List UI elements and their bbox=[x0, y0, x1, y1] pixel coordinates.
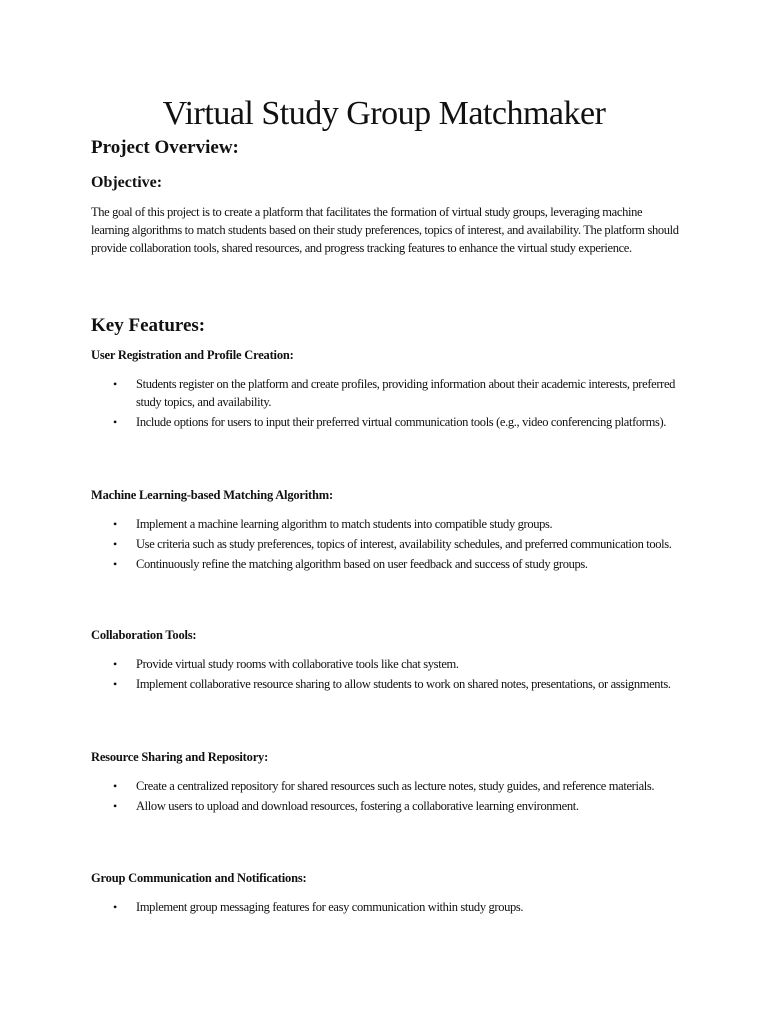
list-item bbox=[91, 777, 681, 795]
list-item-text: Allow users to upload and download resources, fostering a collaborative learning environment. bbox=[136, 799, 579, 813]
bullet-icon: • bbox=[113, 900, 117, 914]
list-item-text: Use criteria such as study preferences, topics of interest, availability schedules, and preferred communication tools. bbox=[136, 537, 672, 551]
list-item-text: Implement group messaging features for easy communication within study groups. bbox=[136, 900, 524, 914]
section-heading-user-registration: User Registration and Profile Creation: bbox=[91, 348, 294, 362]
list-item bbox=[91, 535, 681, 553]
list-item bbox=[91, 898, 681, 916]
section-list-collaboration-tools bbox=[91, 655, 681, 695]
section-list-resource-sharing bbox=[91, 777, 681, 817]
section-heading-collaboration-tools: Collaboration Tools: bbox=[91, 628, 197, 642]
objective-heading: Objective: bbox=[91, 174, 163, 191]
list-item-text: Provide virtual study rooms with collaborative tools like chat system. bbox=[136, 657, 459, 671]
list-item bbox=[91, 655, 681, 673]
list-item-text: Create a centralized repository for shared resources such as lecture notes, study guides, and reference materials. bbox=[136, 779, 655, 793]
key-features-heading: Key Features: bbox=[91, 315, 206, 336]
bullet-icon: • bbox=[113, 657, 117, 671]
bullet-icon: • bbox=[113, 377, 117, 391]
section-list-matching-algorithm bbox=[91, 515, 681, 575]
bullet-icon: • bbox=[113, 415, 117, 429]
list-item-text: Continuously refine the matching algorithm based on user feedback and success of study groups. bbox=[136, 557, 588, 571]
list-item bbox=[91, 555, 681, 573]
list-item-text: Students register on the platform and create profiles, providing information about their academic interests, preferred study topics, and availability. bbox=[136, 377, 676, 409]
list-item-text: Implement a machine learning algorithm to match students into compatible study groups. bbox=[136, 517, 553, 531]
list-item bbox=[91, 375, 681, 411]
list-item bbox=[91, 797, 681, 815]
list-item-text: Implement collaborative resource sharing to allow students to work on shared notes, presentations, or assignments. bbox=[136, 677, 671, 691]
bullet-icon: • bbox=[113, 779, 117, 793]
section-heading-group-communication: Group Communication and Notifications: bbox=[91, 871, 307, 885]
section-list-group-communication bbox=[91, 898, 681, 918]
project-overview-heading: Project Overview: bbox=[91, 137, 239, 158]
list-item bbox=[91, 675, 681, 693]
section-heading-resource-sharing: Resource Sharing and Repository: bbox=[91, 750, 269, 764]
list-item-text: Include options for users to input their preferred virtual communication tools (e.g., video conferencing platforms). bbox=[136, 415, 667, 429]
section-list-user-registration bbox=[91, 375, 681, 433]
list-item bbox=[91, 413, 681, 431]
document-title: Virtual Study Group Matchmaker bbox=[162, 95, 606, 132]
bullet-icon: • bbox=[113, 557, 117, 571]
section-heading-matching-algorithm: Machine Learning-based Matching Algorithm: bbox=[91, 488, 333, 502]
bullet-icon: • bbox=[113, 677, 117, 691]
bullet-icon: • bbox=[113, 517, 117, 531]
objective-paragraph: The goal of this project is to create a platform that facilitates the formation of virtual study groups, leveraging machine learning algorithms to match students based on their study preferences, topics of interest, and availability. The platform should provide collaboration tools, shared resources, and progress tracking features to enhance the virtual study experience. bbox=[91, 205, 679, 255]
bullet-icon: • bbox=[113, 537, 117, 551]
list-item bbox=[91, 515, 681, 533]
bullet-icon: • bbox=[113, 799, 117, 813]
